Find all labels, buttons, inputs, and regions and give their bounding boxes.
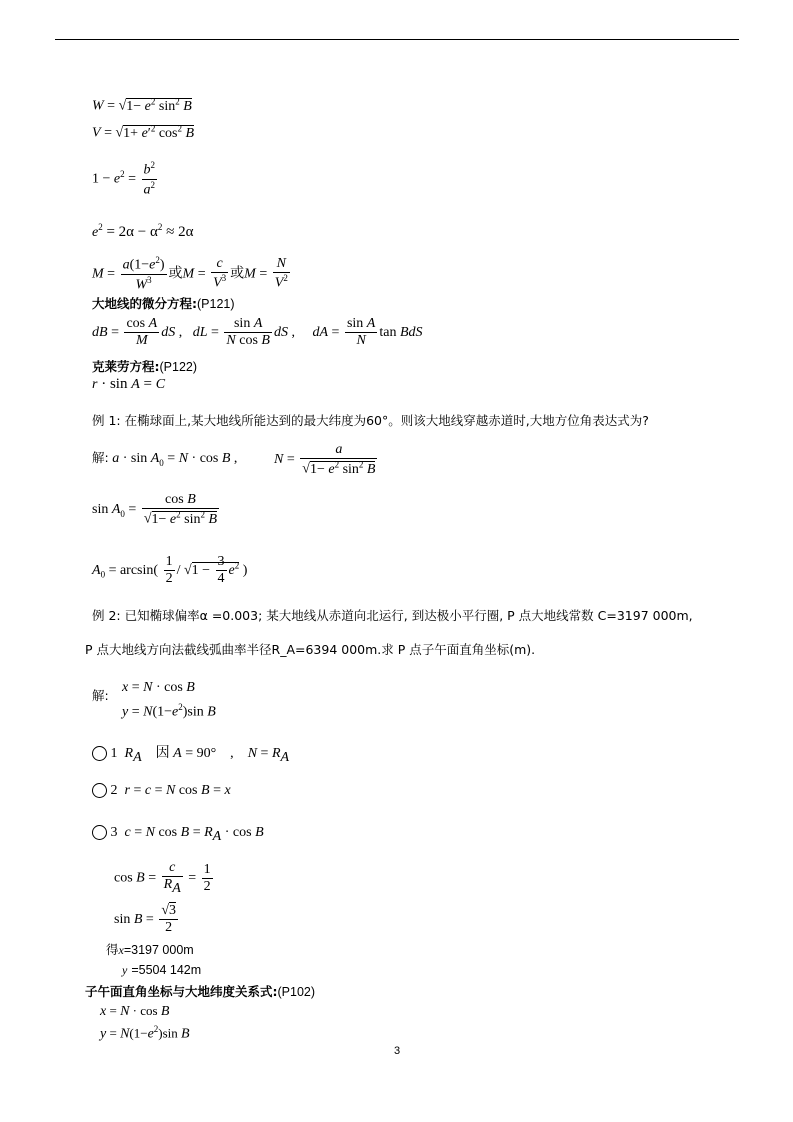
formula-sinA0: $\sin A_0$ = $\frac{\text{cos B}}{√1- e^2 \sin^2 B}$ [92,492,218,527]
example2-result-x: 得x=3197 000m [106,942,194,957]
formula-M: M = $\frac{a(1-e^2)}{W^3}$ 或M = $\frac{c}{V^3}$ 或M = $\frac{N}{V^2}$ [92,255,288,293]
example2-x-eq: x = N · cos B [122,680,195,695]
example2-step2: 2 r = c = N cos B = x [92,783,231,799]
example1-solution-line1: 解: $a \cdot \sin A_0 = N \cdot \cos B$ , [92,450,238,468]
step-circle-2 [92,783,107,798]
step-circle-3 [92,825,107,840]
section-meridian-coords [85,982,315,1001]
example2-result-y: y =5504 142m [122,963,202,977]
section-ref: (P102) [277,985,316,999]
section-title: 大地线的微分方程: [92,296,197,311]
final-x-eq: x = N · cos B [100,1003,170,1019]
formula-e2-approx: $e^2 = 2\alpha - \alpha^2 \approx 2\alpha$ [92,222,194,240]
header-rule [55,39,739,40]
example2-step1: 1 $R_A$ 因 A = 90° , $N = R_A$ [92,742,289,766]
section-title: 克莱劳方程: [92,359,160,374]
example2-line2: P 点大地线方向法截线弧曲率半径R_A=6394 000m.求 P 点子午面直角坐标(m). [85,642,536,657]
example2-y-eq: $y = N(1-e^2)\sin$ B [122,702,216,720]
example1-question: 例 1: 在椭球面上,某大地线所能达到的最大纬度为60°。则该大地线穿越赤道时,大地方位角表达式为? [92,413,649,428]
formula-V: $V = √1+ e'^2$ $\cos^2 B$ [92,123,195,141]
step-circle-1 [92,746,107,761]
section-ref: (P122) [159,360,198,374]
section-clairaut [92,357,197,376]
example2-line1: 例 2: 已知椭球偏率α =0.003; 某大地线从赤道向北运行, 到达极小平行圈, P 点大地线常数 C=3197 000m, [92,608,693,623]
final-y-eq: $y = N(1-e^2)\sin$ B [100,1024,190,1042]
formula-W: $W = √1- e^2$ $\sin^2 B$ [92,96,192,114]
formula-A0: $A_0 = \arcsin$( $\frac{1}{2}$ / √1 − $\frac{3}{4}$ $e^2$ ) [92,554,248,587]
section-geodesic-diff-eq [92,294,235,313]
section-ref: (P121) [197,297,235,311]
formula-diff-eq: dB = $\frac{\text{cos A}}{M}$ dS , dL = $\frac{\text{sin A}}{\text{N cos B}}$ dS , dA = $\frac{\text{sin A}}{N}$ tan BdS [92,316,423,349]
page-number: 3 [394,1045,401,1057]
formula-sinB: sin B = $\frac{√3}{2}$ [114,903,176,936]
formula-cosB: cos B = $\frac{c}{R_A}$ = $\frac{1}{2}$ [114,860,211,896]
section-title: 子午面直角坐标与大地纬度关系式: [85,984,278,999]
formula-clairaut: r · sin A = C [92,376,166,392]
formula-e2-relation: $1 - e^2$ = $\frac{b^2}{a^2}$ [92,160,156,198]
example2-step3: 3 c = N $\cos B = R_A \cdot \cos B$ [92,825,264,845]
example2-solution-prefix: 解: [92,688,109,703]
formula-N: N = $\frac{a}{√1- e^2 \sin^2 B}$ [274,442,376,477]
